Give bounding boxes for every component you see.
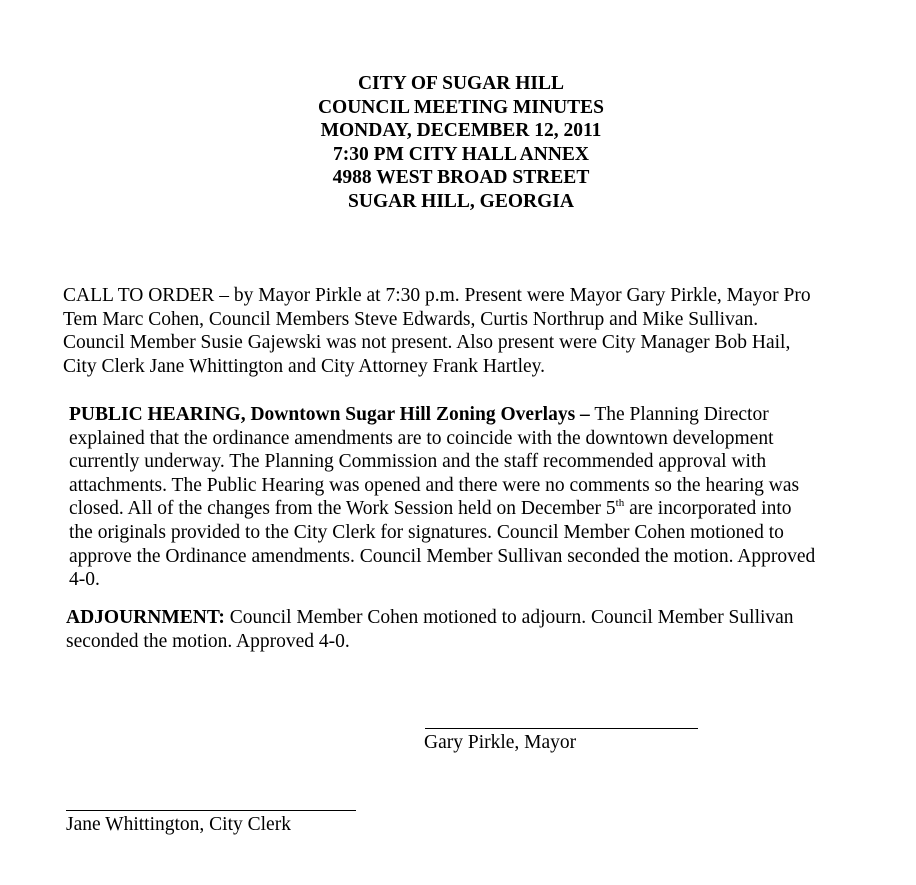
adjournment-line — [66, 606, 794, 630]
public-hearing-line: 4-0. — [69, 569, 100, 591]
header-time-location: 7:30 PM CITY HALL ANNEX — [332, 143, 590, 165]
clerk-signature-line — [66, 810, 356, 811]
call-to-order-line: City Clerk Jane Whittington and City Attorney Frank Hartley. — [63, 355, 546, 377]
ordinal-suffix: th — [615, 497, 625, 510]
public-hearing-line: explained that the ordinance amendments are to coincide with the downtown development — [69, 427, 774, 449]
header-title: COUNCIL MEETING MINUTES — [317, 96, 605, 118]
public-hearing-paragraph — [69, 403, 815, 592]
header-street: 4988 WEST BROAD STREET — [332, 167, 590, 189]
clerk-signature-name: Jane Whittington, City Clerk — [66, 814, 291, 835]
public-hearing-heading: PUBLIC HEARING, Downtown Sugar Hill Zoning Overlays – — [69, 404, 590, 425]
adjournment-line: seconded the motion. Approved 4-0. — [66, 630, 350, 652]
call-to-order-line: Council Member Susie Gajewski was not present. Also present were City Manager Bob Hail, — [63, 332, 791, 354]
public-hearing-text: are incorporated into — [624, 498, 792, 520]
header-date: MONDAY, DECEMBER 12, 2011 — [320, 120, 602, 142]
adjournment-paragraph — [66, 606, 794, 653]
mayor-signature-name: Gary Pirkle, Mayor — [424, 732, 577, 753]
adjournment-text: Council Member Cohen motioned to adjourn. Council Member Sullivan — [224, 607, 794, 628]
call-to-order-paragraph — [63, 284, 811, 378]
adjournment-heading: ADJOURNMENT: — [66, 607, 225, 628]
call-to-order-line: Tem Marc Cohen, Council Members Steve Edwards, Curtis Northrup and Mike Sullivan. — [63, 308, 759, 330]
document-header — [0, 72, 916, 214]
public-hearing-line — [69, 497, 815, 521]
public-hearing-text: The Planning Director — [589, 404, 769, 425]
public-hearing-line — [69, 403, 815, 427]
header-city-state: SUGAR HILL, GEORGIA — [348, 190, 574, 212]
mayor-signature-line — [425, 728, 698, 729]
header-city: CITY OF SUGAR HILL — [357, 73, 565, 94]
public-hearing-line: currently underway. The Planning Commission and the staff recommended approval with — [69, 451, 767, 473]
public-hearing-line: attachments. The Public Hearing was opened and there were no comments so the hearing was — [69, 474, 800, 496]
public-hearing-line: approve the Ordinance amendments. Council Member Sullivan seconded the motion. Approved — [69, 545, 816, 567]
call-to-order-line: CALL TO ORDER – by Mayor Pirkle at 7:30 p.m. Present were Mayor Gary Pirkle, Mayor Pro — [63, 285, 811, 306]
public-hearing-text: closed. All of the changes from the Work Session held on December 5 — [69, 498, 616, 520]
public-hearing-line: the originals provided to the City Clerk for signatures. Council Member Cohen motioned to — [69, 521, 784, 543]
